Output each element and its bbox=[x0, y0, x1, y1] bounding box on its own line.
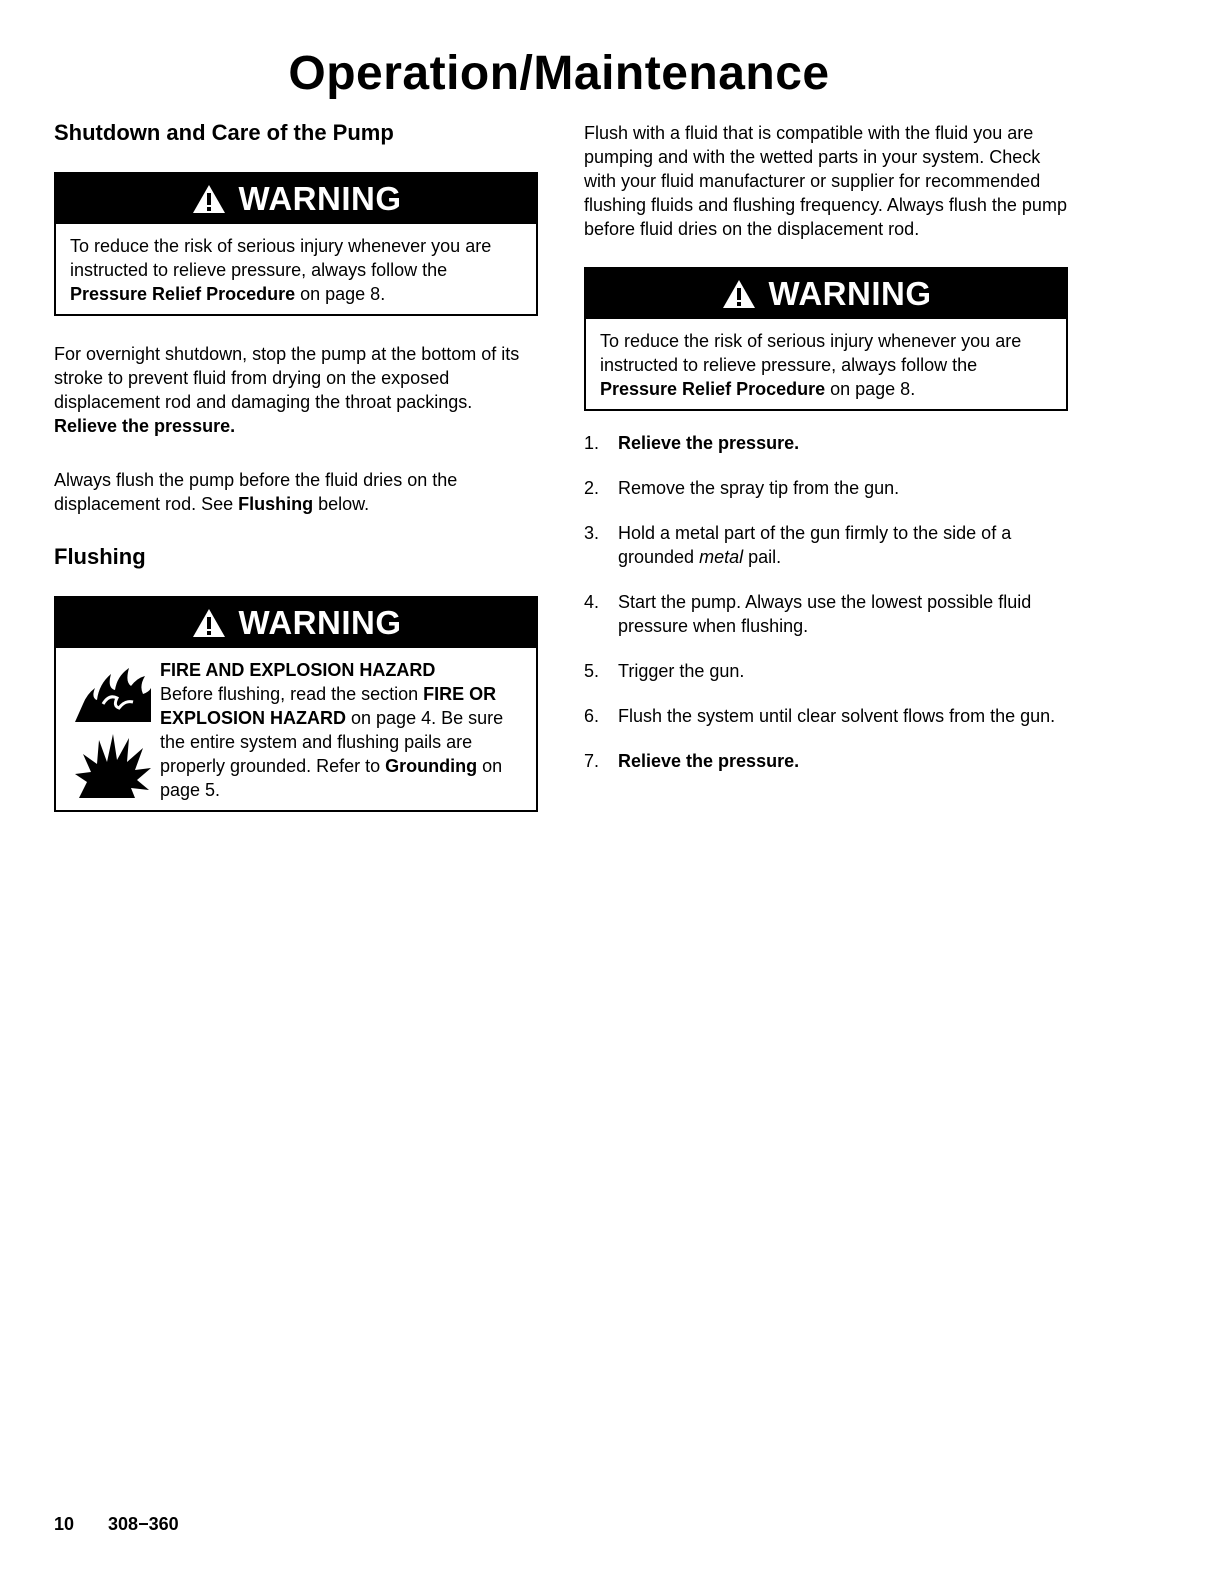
hazard-bold-b: Grounding bbox=[385, 756, 478, 776]
list-item bbox=[584, 521, 1068, 569]
step-number: 2. bbox=[584, 478, 600, 498]
step-number: 4. bbox=[584, 592, 600, 612]
step-number: 3. bbox=[584, 523, 600, 543]
paragraph-bold: Relieve the pressure. bbox=[54, 416, 236, 436]
hazard-title: FIRE AND EXPLOSION HAZARD bbox=[160, 660, 436, 680]
page-number: 10 bbox=[54, 1514, 75, 1534]
warning-box-fire-hazard bbox=[54, 596, 538, 812]
warning-label: WARNING bbox=[768, 275, 932, 312]
list-item bbox=[584, 704, 1068, 728]
document-number: 308−360 bbox=[108, 1514, 179, 1534]
warning-box-pressure-left bbox=[54, 172, 538, 316]
hazard-icons bbox=[66, 658, 160, 802]
step-text-b: pail. bbox=[743, 547, 782, 567]
warning-label: WARNING bbox=[238, 604, 402, 641]
fire-icon bbox=[73, 664, 153, 724]
warning-header bbox=[586, 269, 1066, 319]
hazard-bold-a: FIRE OR EXPLOSION HAZARD bbox=[160, 684, 497, 728]
warning-header bbox=[56, 174, 536, 224]
warning-text-b: on page 8. bbox=[825, 379, 916, 399]
explosion-icon bbox=[73, 730, 153, 800]
step-text: Relieve the pressure. bbox=[618, 751, 800, 771]
warning-label: WARNING bbox=[238, 180, 402, 217]
warning-text bbox=[586, 319, 1066, 409]
paragraph-flush-intro: Flush with a fluid that is compatible with the fluid you are pumping and with the wetted parts in your system. Check with your fluid manufacturer or supplier for recommended flushing fluids and flushing frequency. Always flush the pump before fluid dries on the displacement rod. bbox=[584, 123, 1067, 239]
left-column bbox=[54, 118, 538, 812]
paragraph-text: For overnight shutdown, stop the pump at the bottom of its stroke to prevent fluid from drying on the exposed displacement rod and damaging the throat packings. bbox=[54, 344, 520, 412]
list-item bbox=[584, 431, 1068, 455]
section-heading-flushing: Flushing bbox=[54, 544, 146, 569]
warning-text-a: To reduce the risk of serious injury whenever you are instructed to relieve pressure, always follow the bbox=[600, 331, 1022, 375]
right-column bbox=[584, 121, 1068, 794]
step-text: Relieve the pressure. bbox=[618, 433, 800, 453]
warning-text-bold: Pressure Relief Procedure bbox=[70, 284, 296, 304]
step-number: 6. bbox=[584, 706, 600, 726]
list-item bbox=[584, 590, 1068, 638]
warning-text-a: To reduce the risk of serious injury whenever you are instructed to relieve pressure, always follow the bbox=[70, 236, 492, 280]
step-text: Flush the system until clear solvent flows from the gun. bbox=[618, 706, 1056, 726]
step-text: Remove the spray tip from the gun. bbox=[618, 478, 900, 498]
step-text bbox=[618, 521, 1068, 569]
paragraph-text-a: Always flush the pump before the fluid dries on the displacement rod. See bbox=[54, 470, 458, 514]
paragraph-text-b: below. bbox=[313, 494, 370, 514]
paragraph-bold: Flushing bbox=[238, 494, 314, 514]
warning-text-b: on page 8. bbox=[295, 284, 386, 304]
warning-text-bold: Pressure Relief Procedure bbox=[600, 379, 826, 399]
step-number: 7. bbox=[584, 751, 600, 771]
warning-triangle-icon bbox=[721, 278, 757, 310]
step-number: 1. bbox=[584, 433, 600, 453]
step-text: Trigger the gun. bbox=[618, 661, 745, 681]
list-item bbox=[584, 749, 1068, 773]
list-item bbox=[584, 659, 1068, 683]
step-text: Start the pump. Always use the lowest possible fluid pressure when flushing. bbox=[618, 592, 1032, 636]
step-text-a: Hold a metal part of the gun firmly to the side of a grounded bbox=[618, 523, 1012, 567]
page-title: Operation/Maintenance bbox=[288, 47, 830, 100]
hazard-text-b: on page 4. Be sure the entire system and flushing pails are properly grounded. Refer to bbox=[160, 708, 504, 776]
flushing-steps-list bbox=[584, 431, 1068, 773]
hazard-text-a: Before flushing, read the section bbox=[160, 684, 424, 704]
hazard-text-c: on page 5. bbox=[160, 756, 503, 800]
page-footer bbox=[54, 1514, 213, 1535]
warning-header bbox=[56, 598, 536, 648]
hazard-text bbox=[160, 658, 522, 802]
warning-triangle-icon bbox=[191, 183, 227, 215]
paragraph-always-flush bbox=[54, 468, 538, 516]
warning-box-pressure-right bbox=[584, 267, 1068, 411]
section-heading-shutdown: Shutdown and Care of the Pump bbox=[54, 120, 394, 145]
warning-text bbox=[56, 224, 536, 314]
step-text-italic: metal bbox=[699, 547, 744, 567]
paragraph-overnight-shutdown bbox=[54, 342, 538, 438]
warning-triangle-icon bbox=[191, 607, 227, 639]
step-number: 5. bbox=[584, 661, 600, 681]
list-item bbox=[584, 476, 1068, 500]
hazard-body bbox=[56, 648, 536, 810]
